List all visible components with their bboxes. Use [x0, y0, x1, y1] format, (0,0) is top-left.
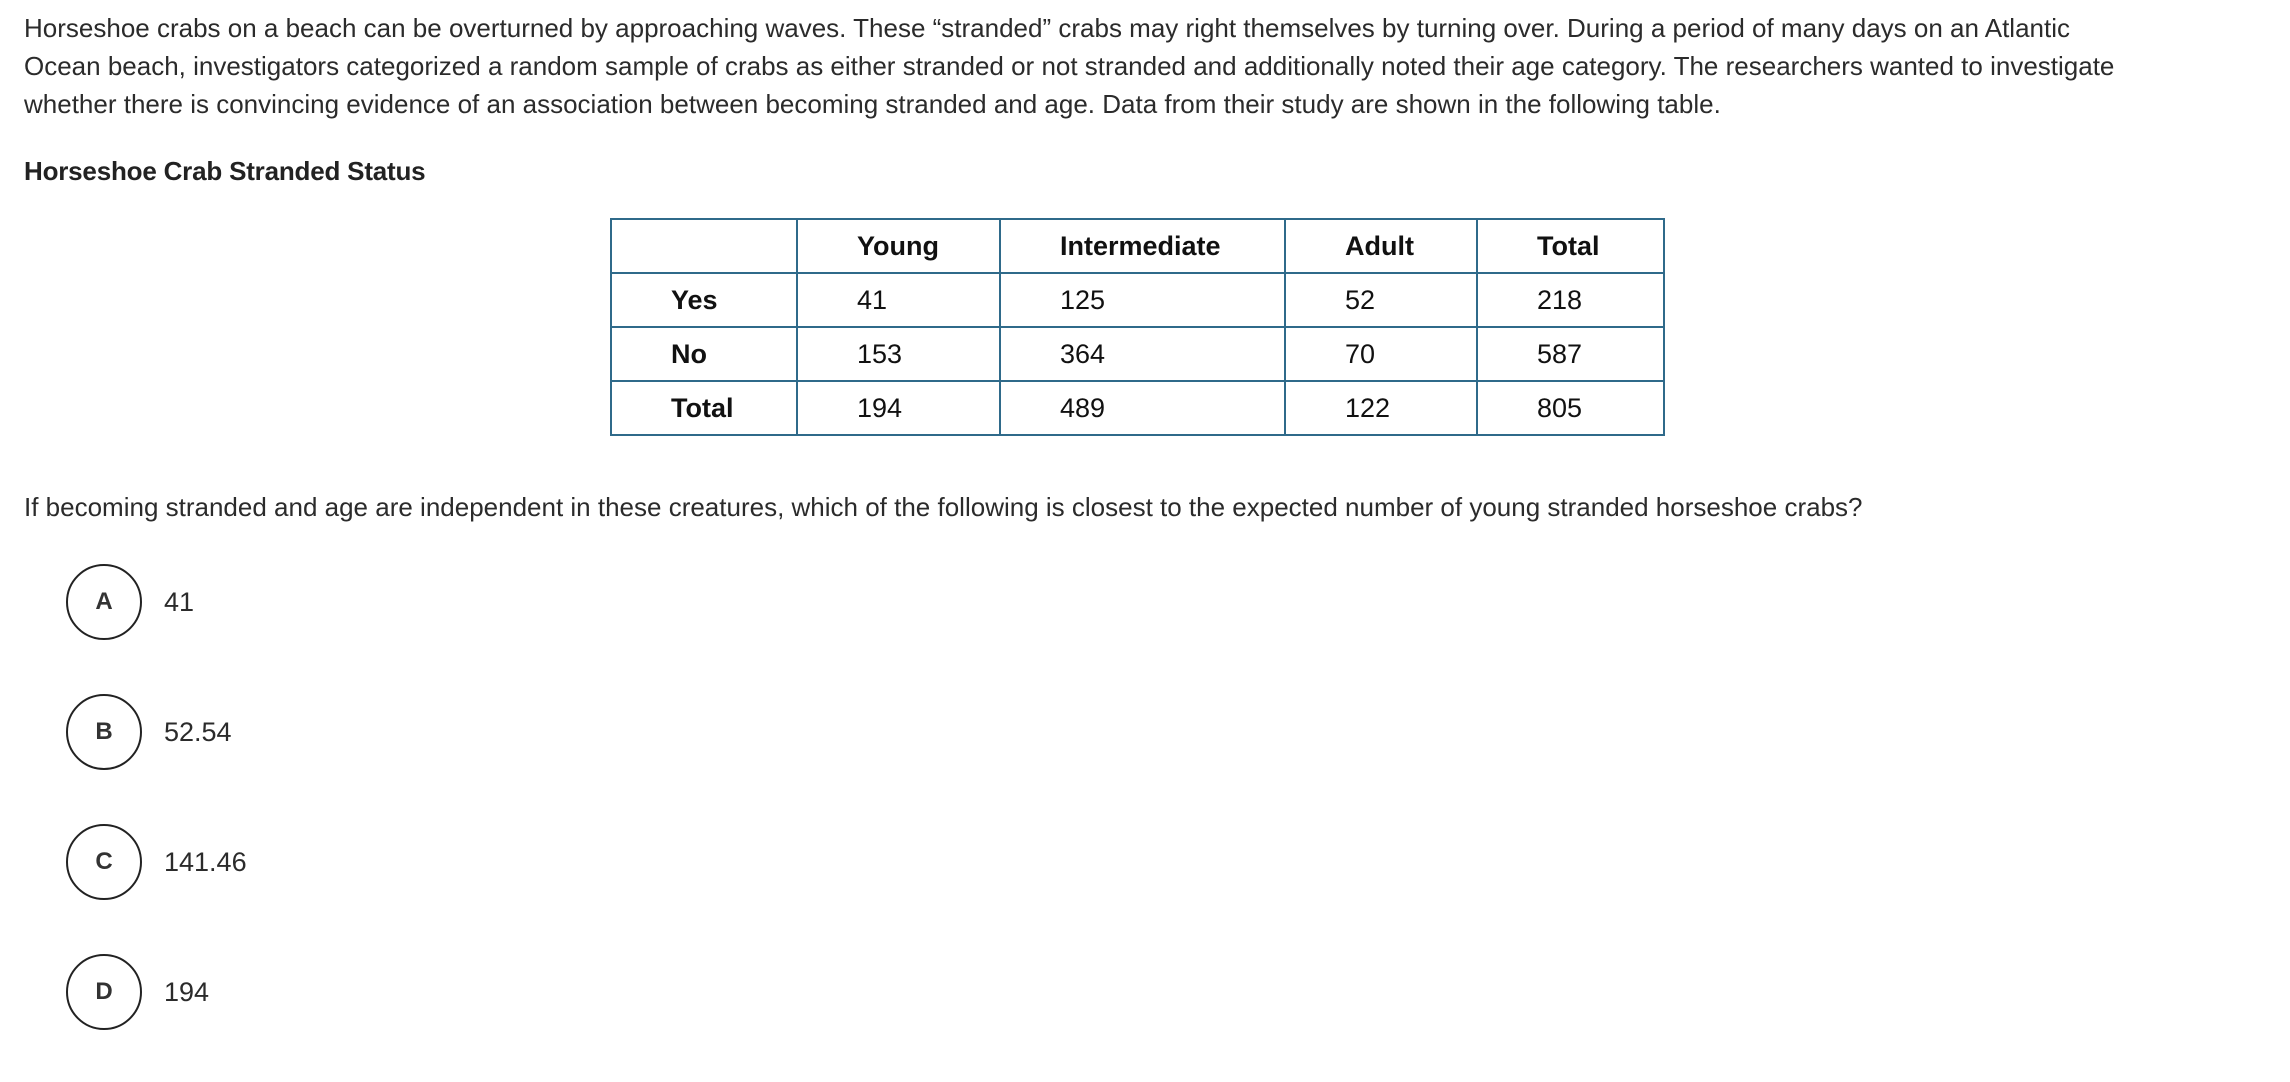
choice-d[interactable]: [66, 952, 247, 1032]
table-header-row: [611, 219, 1664, 273]
question-page: [24, 0, 2274, 188]
choice-b-letter[interactable]: B: [66, 694, 142, 770]
passage-text: [24, 0, 2274, 123]
choice-d-text[interactable]: 194: [164, 976, 210, 1007]
choice-b[interactable]: [66, 692, 247, 772]
choice-a-text[interactable]: 41: [164, 586, 195, 617]
table-cell: 122: [1285, 381, 1477, 435]
table-row: [611, 327, 1664, 381]
choice-c-text[interactable]: 141.46: [164, 846, 247, 877]
passage-line-1: Horseshoe crabs on a beach can be overturned by approaching waves. These “stranded” crabs may right themselves by turning over. During a period of many days on an Atlantic: [24, 13, 2070, 43]
passage-line-2: Ocean beach, investigators categorized a random sample of crabs as either stranded or not stranded and additionally noted their age category. The researchers wanted to investigate: [24, 51, 2115, 81]
table-row-label: Total: [611, 381, 797, 435]
table-cell: 125: [1000, 273, 1285, 327]
choice-b-text[interactable]: 52.54: [164, 716, 232, 747]
choice-a-letter[interactable]: A: [66, 564, 142, 640]
table-row: [611, 381, 1664, 435]
table-cell: 489: [1000, 381, 1285, 435]
table-header-cell-total: Total: [1477, 219, 1664, 273]
table-header-cell-adult: Adult: [1285, 219, 1477, 273]
table-cell: 587: [1477, 327, 1664, 381]
answer-choices: [66, 562, 247, 1082]
passage-line-3: whether there is convincing evidence of an association between becoming stranded and age. Data from their study are shown in the following table.: [24, 89, 1721, 119]
table-row-label: Yes: [611, 273, 797, 327]
table-cell: 194: [797, 381, 1000, 435]
table-cell: 153: [797, 327, 1000, 381]
table-cell: 70: [1285, 327, 1477, 381]
choice-c-letter[interactable]: C: [66, 824, 142, 900]
choice-c[interactable]: [66, 822, 247, 902]
data-table-container: [610, 218, 1665, 436]
table-cell: 805: [1477, 381, 1664, 435]
table-row-label: No: [611, 327, 797, 381]
table-row: [611, 273, 1664, 327]
table-title: Horseshoe Crab Stranded Status: [24, 156, 426, 186]
table-cell: 218: [1477, 273, 1664, 327]
table-cell: 41: [797, 273, 1000, 327]
table-cell: 52: [1285, 273, 1477, 327]
table-header-cell-corner: [611, 219, 797, 273]
table-cell: 364: [1000, 327, 1285, 381]
table-header-cell-young: Young: [797, 219, 1000, 273]
question-prompt: If becoming stranded and age are independent in these creatures, which of the following is closest to the expected number of young stranded horseshoe crabs?: [24, 492, 1863, 522]
choice-a[interactable]: [66, 562, 247, 642]
table-header-cell-intermediate: Intermediate: [1000, 219, 1285, 273]
choice-d-letter[interactable]: D: [66, 954, 142, 1030]
data-table: [610, 218, 1665, 436]
